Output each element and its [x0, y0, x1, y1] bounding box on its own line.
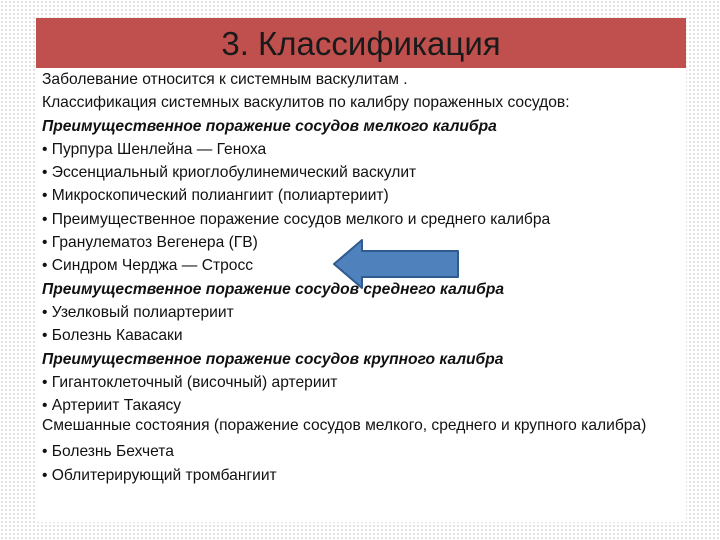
list-item: • Эссенциальный криоглобулинемический васкулит [42, 164, 417, 182]
section-heading-medium-vessels: Преимущественное поражение сосудов среднего калибра [42, 280, 505, 298]
list-item: • Облитерирующий тромбангиит [42, 466, 277, 484]
left-arrow-shape [334, 240, 458, 288]
slide-title: 3. Классификация [221, 25, 501, 62]
list-item: • Синдром Черджа — Стросс [42, 257, 254, 275]
left-arrow-icon [332, 238, 462, 290]
section-heading-large-vessels: Преимущественное поражение сосудов крупного калибра [42, 350, 504, 368]
list-item: • Болезнь Бехчета [42, 443, 174, 461]
list-item: • Артериит Такаясу [42, 397, 182, 415]
list-item: • Узелковый полиартериит [42, 303, 234, 321]
list-item: • Преимущественное поражение сосудов мелкого и среднего калибра [42, 210, 551, 228]
intro-line: Заболевание относится к системным васкулитам . [42, 71, 408, 88]
list-item: • Микроскопический полиангиит (полиартериит) [42, 187, 389, 205]
list-item: • Пурпура Шенлейна — Геноха [42, 140, 267, 158]
list-item: • Гранулематоз Вегенера (ГВ) [42, 234, 258, 252]
title-bar [36, 18, 686, 68]
slide [36, 18, 686, 522]
mixed-states-line: Смешанные состояния (поражение сосудов мелкого, среднего и крупного калибра) [42, 417, 647, 435]
list-item: • Болезнь Кавасаки [42, 327, 183, 345]
classification-line: Классификация системных васкулитов по калибру пораженных сосудов: [42, 94, 570, 112]
list-item: • Гигантоклеточный (височный) артериит [42, 373, 338, 391]
section-heading-small-vessels: Преимущественное поражение сосудов мелкого калибра [42, 117, 497, 135]
